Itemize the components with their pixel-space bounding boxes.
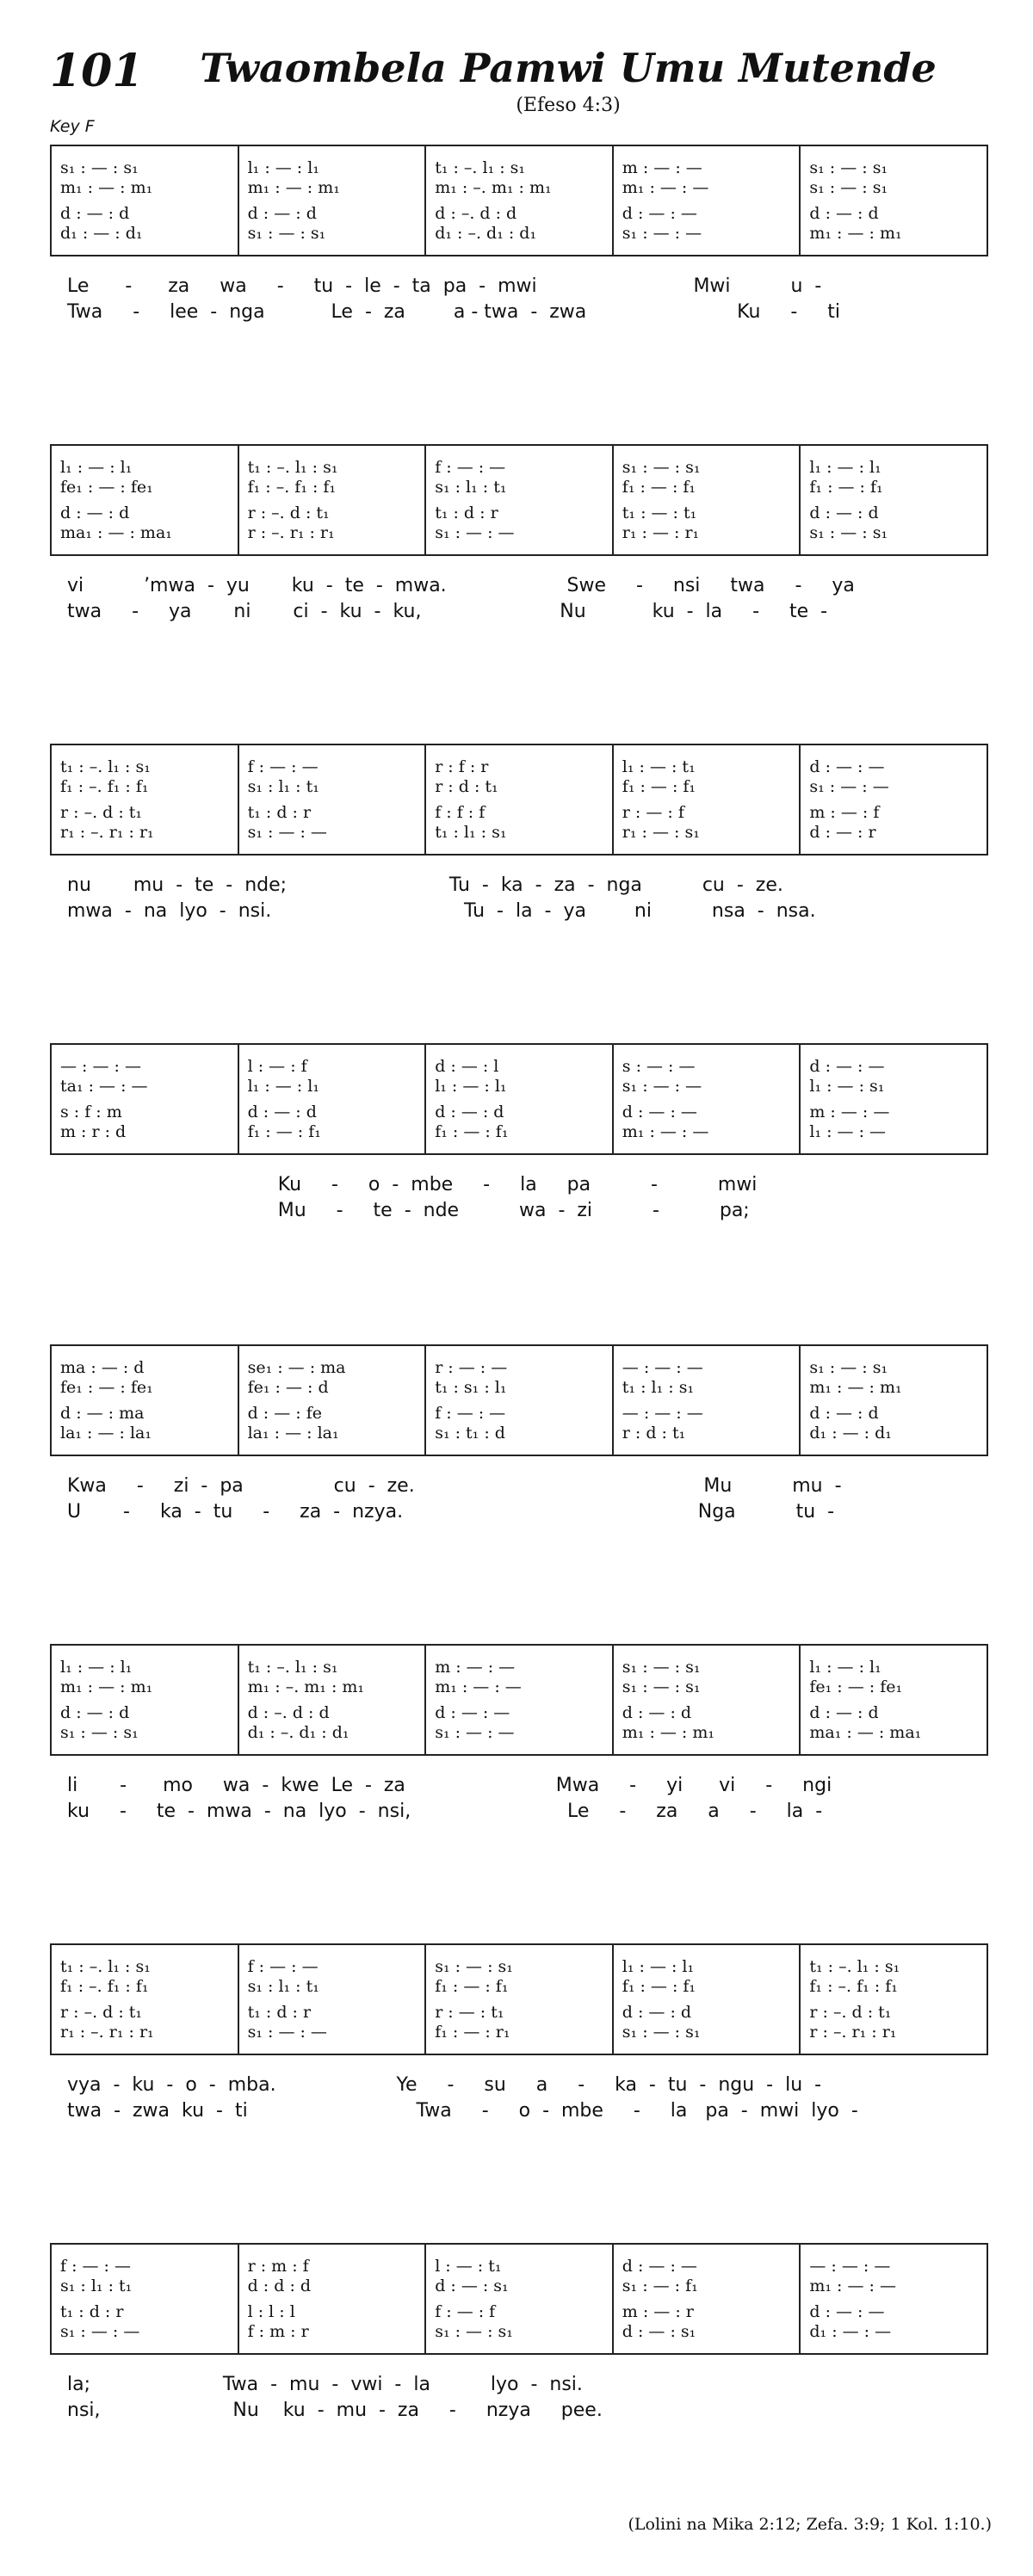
voice-line: t₁ : d : r bbox=[435, 503, 498, 523]
voice-line: ta₁ : — : — bbox=[60, 1076, 148, 1096]
voice-line: s₁ : — : s₁ bbox=[809, 177, 888, 197]
voice-line: s₁ : — : s₁ bbox=[60, 158, 139, 178]
lyric-line: mwa - na lyo - nsi. Tu - la - ya ni nsa - nsa. bbox=[67, 900, 816, 922]
lyric-line: Kwa - zi - pa cu - ze. Mu mu - bbox=[67, 1475, 842, 1497]
voice-line: s₁ : — : s₁ bbox=[622, 1658, 701, 1677]
voice-line: — : — : — bbox=[60, 1057, 141, 1077]
measure bbox=[801, 1346, 987, 1455]
voice-line: m : — : — bbox=[809, 1103, 890, 1122]
music-system bbox=[50, 1644, 988, 1825]
measure bbox=[614, 745, 801, 854]
voice-line: l₁ : — : s₁ bbox=[809, 1076, 885, 1096]
voice-line: m : — : f bbox=[809, 803, 880, 823]
voice-line: s₁ : l₁ : t₁ bbox=[60, 2276, 133, 2295]
staff bbox=[50, 1344, 988, 1456]
voice-line: s₁ : — : s₁ bbox=[622, 2022, 701, 2042]
measure bbox=[239, 745, 427, 854]
staff bbox=[50, 444, 988, 556]
measure bbox=[801, 2245, 987, 2353]
lyric-line: U - ka - tu - za - nzya. Nga tu - bbox=[67, 1501, 835, 1523]
measure bbox=[801, 446, 987, 554]
voice-line: m : — : r bbox=[622, 2302, 694, 2322]
staff bbox=[50, 2243, 988, 2355]
measure bbox=[52, 1646, 239, 1754]
voice-line: l₁ : — : t₁ bbox=[622, 757, 696, 777]
voice-line: f₁ : — : f₁ bbox=[435, 1121, 509, 1141]
voice-line: f₁ : — : f₁ bbox=[622, 477, 696, 497]
lyric-line: nu mu - te - nde; Tu - ka - za - nga cu - ze. bbox=[67, 874, 783, 896]
voice-line: s₁ : — : — bbox=[435, 522, 515, 542]
voice-line: s₁ : t₁ : d bbox=[435, 1423, 505, 1442]
voice-line: d : — : — bbox=[622, 2257, 697, 2276]
voice-line: s₁ : — : s₁ bbox=[622, 1677, 701, 1696]
voice-line: d : — : d bbox=[60, 204, 130, 224]
voice-line: t₁ : s₁ : l₁ bbox=[435, 1377, 507, 1397]
voice-line: m₁ : — : m₁ bbox=[60, 1677, 153, 1696]
voice-line: r : d : t₁ bbox=[435, 776, 498, 796]
voice-line: m₁ : — : — bbox=[622, 177, 709, 197]
measure bbox=[801, 745, 987, 854]
voice-line: la₁ : — : la₁ bbox=[247, 1423, 339, 1442]
measure bbox=[52, 1945, 239, 2054]
voice-line: m₁ : — : m₁ bbox=[809, 1377, 902, 1397]
lyric-line: Ku - o - mbe - la pa - mwi bbox=[67, 1174, 758, 1195]
voice-line: s₁ : — : s₁ bbox=[809, 522, 888, 542]
voice-line: r : –. r₁ : r₁ bbox=[247, 522, 335, 542]
voice-line: f : — : f bbox=[435, 2302, 496, 2322]
voice-line: m₁ : — : — bbox=[622, 1121, 709, 1141]
voice-line: r₁ : –. r₁ : r₁ bbox=[60, 2022, 154, 2042]
measure bbox=[426, 1346, 614, 1455]
measure bbox=[52, 1346, 239, 1455]
voice-line: l : — : f bbox=[247, 1057, 307, 1077]
measure bbox=[52, 1045, 239, 1153]
measure bbox=[52, 146, 239, 255]
voice-line: s₁ : — : s₁ bbox=[435, 2321, 513, 2341]
voice-line: r : –. r₁ : r₁ bbox=[809, 2022, 897, 2042]
measure bbox=[426, 1646, 614, 1754]
voice-line: f : — : — bbox=[60, 2257, 131, 2276]
measure bbox=[801, 1646, 987, 1754]
voice-line: d : — : d bbox=[809, 503, 879, 523]
voice-line: d : –. d : d bbox=[247, 1703, 330, 1723]
voice-line: f₁ : — : f₁ bbox=[435, 1976, 509, 1996]
voice-line: f₁ : –. f₁ : f₁ bbox=[809, 1976, 898, 1996]
lyric-line: Twa - lee - nga Le - za a - twa - zwa Ku - ti bbox=[67, 301, 840, 323]
voice-line: t₁ : –. l₁ : s₁ bbox=[809, 1957, 900, 1977]
voice-line: m₁ : — : m₁ bbox=[60, 177, 153, 197]
voice-line: — : — : — bbox=[809, 2257, 891, 2276]
music-system bbox=[50, 145, 988, 325]
voice-line: f : m : r bbox=[247, 2321, 309, 2341]
voice-line: t₁ : d : r bbox=[247, 2003, 312, 2023]
voice-line: m : — : — bbox=[622, 158, 702, 178]
voice-line: d : — : — bbox=[809, 757, 885, 777]
measure bbox=[614, 1646, 801, 1754]
lyric-line: twa - zwa ku - ti Twa - o - mbe - la pa - mwi lyo - bbox=[67, 2100, 858, 2122]
voice-line: ma₁ : — : ma₁ bbox=[809, 1722, 922, 1742]
voice-line: m₁ : –. m₁ : m₁ bbox=[435, 177, 552, 197]
voice-line: m₁ : — : m₁ bbox=[247, 177, 340, 197]
voice-line: f₁ : — : f₁ bbox=[622, 776, 696, 796]
staff bbox=[50, 1043, 988, 1155]
voice-line: r : d : t₁ bbox=[622, 1423, 686, 1442]
voice-line: d : — : fe bbox=[247, 1404, 322, 1424]
voice-line: d : –. d : d bbox=[435, 204, 517, 224]
voice-line: s₁ : — : — bbox=[809, 776, 889, 796]
voice-line: ma : — : d bbox=[60, 1358, 145, 1378]
voice-line: l₁ : — : l₁ bbox=[809, 458, 881, 478]
voice-line: r₁ : –. r₁ : r₁ bbox=[60, 822, 154, 842]
voice-line: f₁ : — : f₁ bbox=[247, 1121, 321, 1141]
voice-line: s₁ : — : s₁ bbox=[622, 458, 701, 478]
footer-references: (Lolini na Mika 2:12; Zefa. 3:9; 1 Kol. 1:10.) bbox=[628, 2515, 992, 2534]
lyric-line: vi ’mwa - yu ku - te - mwa. Swe - nsi twa - ya bbox=[67, 575, 855, 596]
staff bbox=[50, 1943, 988, 2055]
voice-line: s₁ : — : s₁ bbox=[60, 1722, 139, 1742]
voice-line: — : — : — bbox=[622, 1358, 703, 1378]
measure bbox=[426, 1045, 614, 1153]
voice-line: l₁ : — : l₁ bbox=[60, 1658, 133, 1677]
voice-line: r₁ : — : r₁ bbox=[622, 522, 700, 542]
music-system bbox=[50, 2243, 988, 2424]
voice-line: t₁ : –. l₁ : s₁ bbox=[247, 1658, 338, 1677]
measure bbox=[239, 1045, 427, 1153]
voice-line: d : — : d bbox=[60, 1703, 130, 1723]
voice-line: t₁ : l₁ : s₁ bbox=[622, 1377, 695, 1397]
voice-line: m : r : d bbox=[60, 1121, 127, 1141]
voice-line: r : –. d : t₁ bbox=[60, 2003, 143, 2023]
voice-line: f₁ : — : f₁ bbox=[622, 1976, 696, 1996]
voice-line: m₁ : –. m₁ : m₁ bbox=[247, 1677, 365, 1696]
voice-line: s₁ : — : s₁ bbox=[809, 158, 888, 178]
measure bbox=[801, 1945, 987, 2054]
lyric-line: vya - ku - o - mba. Ye - su a - ka - tu - ngu - lu - bbox=[67, 2074, 822, 2096]
lyric-line: Le - za wa - tu - le - ta pa - mwi Mwi u - bbox=[67, 275, 822, 297]
voice-line: m₁ : — : m₁ bbox=[809, 223, 902, 243]
voice-line: l₁ : — : l₁ bbox=[622, 1957, 695, 1977]
voice-line: d₁ : –. d₁ : d₁ bbox=[247, 1722, 349, 1742]
voice-line: d₁ : — : d₁ bbox=[809, 1423, 892, 1442]
voice-line: d : — : d bbox=[60, 503, 130, 523]
voice-line: s₁ : — : — bbox=[622, 223, 702, 243]
voice-line: d : — : r bbox=[809, 822, 876, 842]
voice-line: fe₁ : — : fe₁ bbox=[60, 1377, 153, 1397]
voice-line: t₁ : –. l₁ : s₁ bbox=[60, 1957, 151, 1977]
measure bbox=[239, 1646, 427, 1754]
voice-line: d : — : d bbox=[809, 204, 879, 224]
voice-line: t₁ : d : r bbox=[247, 803, 312, 823]
voice-line: s : — : — bbox=[622, 1057, 696, 1077]
measure bbox=[801, 146, 987, 255]
measure bbox=[426, 1945, 614, 2054]
voice-line: d₁ : — : — bbox=[809, 2321, 892, 2341]
voice-line: r : –. d : t₁ bbox=[60, 803, 143, 823]
measure bbox=[614, 446, 801, 554]
staff bbox=[50, 145, 988, 256]
music-system bbox=[50, 1043, 988, 1224]
voice-line: d : — : — bbox=[809, 2302, 885, 2322]
measure bbox=[239, 1346, 427, 1455]
voice-line: d : — : s₁ bbox=[435, 2276, 509, 2295]
measure bbox=[239, 146, 427, 255]
voice-line: — : — : — bbox=[622, 1404, 703, 1424]
voice-line: r : — : t₁ bbox=[435, 2003, 504, 2023]
voice-line: ma₁ : — : ma₁ bbox=[60, 522, 172, 542]
music-system bbox=[50, 1943, 988, 2124]
voice-line: d : — : ma bbox=[60, 1404, 145, 1424]
voice-line: r₁ : — : s₁ bbox=[622, 822, 700, 842]
voice-line: l₁ : — : l₁ bbox=[60, 458, 133, 478]
voice-line: s₁ : — : f₁ bbox=[622, 2276, 698, 2295]
voice-line: s₁ : l₁ : t₁ bbox=[435, 477, 507, 497]
measure bbox=[52, 745, 239, 854]
voice-line: la₁ : — : la₁ bbox=[60, 1423, 152, 1442]
voice-line: d₁ : –. d₁ : d₁ bbox=[435, 223, 537, 243]
measure bbox=[426, 745, 614, 854]
measure bbox=[801, 1045, 987, 1153]
voice-line: fe₁ : — : fe₁ bbox=[60, 477, 153, 497]
voice-line: l : l : l bbox=[247, 2302, 295, 2322]
voice-line: l₁ : — : l₁ bbox=[247, 1076, 319, 1096]
voice-line: t₁ : — : t₁ bbox=[622, 503, 697, 523]
voice-line: s₁ : — : — bbox=[435, 1722, 515, 1742]
voice-line: se₁ : — : ma bbox=[247, 1358, 346, 1378]
staff bbox=[50, 744, 988, 856]
lyric-line: nsi, Nu ku - mu - za - nzya pee. bbox=[67, 2400, 603, 2421]
measure bbox=[614, 146, 801, 255]
measure bbox=[614, 2245, 801, 2353]
voice-line: t₁ : l₁ : s₁ bbox=[435, 822, 507, 842]
voice-line: s₁ : — : s₁ bbox=[435, 1957, 513, 1977]
voice-line: d : — : d bbox=[435, 1103, 504, 1122]
measure bbox=[239, 446, 427, 554]
key-signature: Key F bbox=[50, 117, 95, 136]
hymn-number: 101 bbox=[50, 45, 144, 97]
voice-line: s₁ : — : — bbox=[247, 2022, 327, 2042]
voice-line: f₁ : — : f₁ bbox=[809, 477, 883, 497]
voice-line: s₁ : — : s₁ bbox=[247, 223, 326, 243]
voice-line: s₁ : — : — bbox=[247, 822, 327, 842]
lyric-line: la; Twa - mu - vwi - la lyo - nsi. bbox=[67, 2374, 583, 2395]
measure bbox=[614, 1045, 801, 1153]
voice-line: d : — : d bbox=[247, 1103, 317, 1122]
voice-line: l₁ : — : — bbox=[809, 1121, 887, 1141]
voice-line: m₁ : — : — bbox=[809, 2276, 896, 2295]
voice-line: l₁ : — : l₁ bbox=[809, 1658, 881, 1677]
lyric-line: li - mo wa - kwe Le - za Mwa - yi vi - ngi bbox=[67, 1775, 832, 1796]
voice-line: d : — : l bbox=[435, 1057, 499, 1077]
voice-line: fe₁ : — : d bbox=[247, 1377, 329, 1397]
voice-line: m₁ : — : — bbox=[435, 1677, 522, 1696]
voice-line: m₁ : — : m₁ bbox=[622, 1722, 715, 1742]
voice-line: fe₁ : — : fe₁ bbox=[809, 1677, 903, 1696]
lyric-line: Mu - te - nde wa - zi - pa; bbox=[67, 1200, 750, 1221]
voice-line: d : — : d bbox=[247, 204, 317, 224]
voice-line: s₁ : l₁ : t₁ bbox=[247, 1976, 319, 1996]
voice-line: l : — : t₁ bbox=[435, 2257, 502, 2276]
voice-line: s₁ : — : s₁ bbox=[809, 1358, 888, 1378]
voice-line: d : — : — bbox=[622, 1103, 697, 1122]
voice-line: r : f : r bbox=[435, 757, 489, 777]
scripture-reference: (Efeso 4:3) bbox=[516, 95, 621, 116]
measure bbox=[52, 446, 239, 554]
voice-line: t₁ : –. l₁ : s₁ bbox=[60, 757, 151, 777]
voice-line: f : — : — bbox=[435, 458, 506, 478]
voice-line: t₁ : –. l₁ : s₁ bbox=[247, 458, 338, 478]
voice-line: s₁ : — : — bbox=[622, 1076, 702, 1096]
voice-line: l₁ : — : l₁ bbox=[247, 158, 319, 178]
voice-line: f : — : — bbox=[247, 757, 319, 777]
voice-line: f₁ : –. f₁ : f₁ bbox=[247, 477, 337, 497]
measure bbox=[426, 146, 614, 255]
voice-line: r : — : — bbox=[435, 1358, 508, 1378]
voice-line: r : –. d : t₁ bbox=[809, 2003, 892, 2023]
voice-line: d : — : — bbox=[622, 204, 697, 224]
measure bbox=[614, 1945, 801, 2054]
voice-line: d : — : d bbox=[809, 1703, 879, 1723]
voice-line: d : d : d bbox=[247, 2276, 312, 2295]
voice-line: f₁ : — : r₁ bbox=[435, 2022, 510, 2042]
voice-line: f₁ : –. f₁ : f₁ bbox=[60, 1976, 149, 1996]
voice-line: f : f : f bbox=[435, 803, 486, 823]
voice-line: d : — : — bbox=[435, 1703, 510, 1723]
voice-line: m : — : — bbox=[435, 1658, 516, 1677]
voice-line: d : — : — bbox=[809, 1057, 885, 1077]
measure bbox=[239, 1945, 427, 2054]
lyric-line: twa - ya ni ci - ku - ku, Nu ku - la - te - bbox=[67, 601, 828, 622]
measure bbox=[614, 1346, 801, 1455]
music-system bbox=[50, 1344, 988, 1525]
voice-line: s₁ : — : — bbox=[60, 2321, 140, 2341]
voice-line: d₁ : — : d₁ bbox=[60, 223, 143, 243]
voice-line: r : — : f bbox=[622, 803, 684, 823]
voice-line: t₁ : d : r bbox=[60, 2302, 124, 2322]
voice-line: f : — : — bbox=[247, 1957, 319, 1977]
measure bbox=[239, 2245, 427, 2353]
voice-line: f₁ : –. f₁ : f₁ bbox=[60, 776, 149, 796]
measure bbox=[426, 2245, 614, 2353]
voice-line: t₁ : –. l₁ : s₁ bbox=[435, 158, 526, 178]
voice-line: r : –. d : t₁ bbox=[247, 503, 330, 523]
measure bbox=[426, 446, 614, 554]
lyric-line: ku - te - mwa - na lyo - nsi, Le - za a - la - bbox=[67, 1801, 823, 1822]
measure bbox=[52, 2245, 239, 2353]
music-system bbox=[50, 744, 988, 924]
staff bbox=[50, 1644, 988, 1756]
voice-line: d : — : s₁ bbox=[622, 2321, 696, 2341]
voice-line: s : f : m bbox=[60, 1103, 122, 1122]
voice-line: d : — : d bbox=[622, 1703, 692, 1723]
hymn-title: Twaombela Pamwi Umu Mutende bbox=[200, 45, 937, 91]
voice-line: d : — : d bbox=[622, 2003, 692, 2023]
music-system bbox=[50, 444, 988, 625]
voice-line: l₁ : — : l₁ bbox=[435, 1076, 507, 1096]
voice-line: f : — : — bbox=[435, 1404, 506, 1424]
voice-line: s₁ : l₁ : t₁ bbox=[247, 776, 319, 796]
voice-line: r : m : f bbox=[247, 2257, 309, 2276]
voice-line: d : — : d bbox=[809, 1404, 879, 1424]
